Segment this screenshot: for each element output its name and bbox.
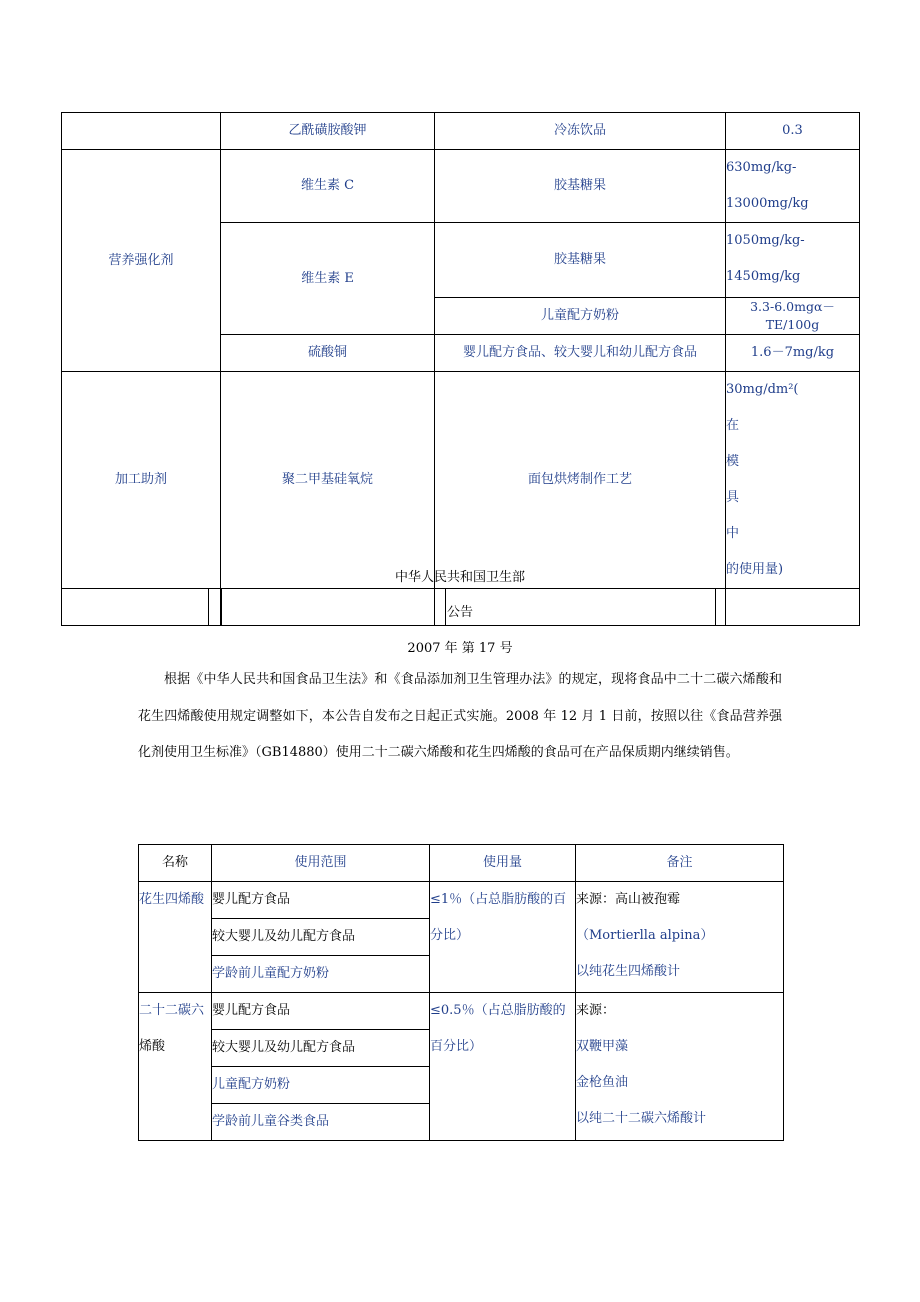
table-cell: 1.6－7mg/kg [726, 335, 860, 372]
header-amount: 使用量 [430, 845, 576, 882]
header-scope: 使用范围 [212, 845, 430, 882]
table-cell: 胶基糖果 [435, 150, 726, 223]
notice-number: 2007 年 第 17 号 [407, 641, 513, 656]
notice-paragraph: 根据《中华人民共和国食品卫生法》和《食品添加剂卫生管理办法》的规定，现将食品中二十二碳六烯酸和花生四烯酸使用规定调整如下，本公告自发布之日起正式实施。2008 年 12 月 1 日前，按照以往《食品营养强化剂使用卫生标准》（GB14880）使用二十二碳六烯酸和花生四烯酸的食品可在产品保质期内继续销售。 [138, 672, 782, 760]
substance-name-ara: 花生四烯酸 [139, 882, 212, 993]
scope-item: 婴儿配方食品 [212, 882, 430, 919]
table-cell-amount [726, 150, 860, 223]
table-cell: 0.3 [726, 113, 860, 150]
table-cell: 乙酰磺胺酸钾 [221, 113, 435, 150]
additives-table [61, 112, 860, 626]
note-ara: 来源：高山被孢霉 （Mortierlla alpina） 以纯花生四烯酸计 [576, 882, 784, 993]
group-label-nutrition: 营养强化剂 [62, 150, 221, 372]
table-cell-amount [726, 223, 860, 298]
table-row [62, 150, 860, 223]
group-label-processing: 加工助剂 [62, 372, 221, 589]
table-row [62, 372, 860, 589]
table-cell: 聚二甲基硅氧烷 [221, 372, 435, 589]
table-row [139, 882, 784, 919]
table-cell: 儿童配方奶粉 [435, 298, 726, 335]
table-header-row [139, 845, 784, 882]
amount-line: 630mg/kg- [726, 160, 797, 175]
table-cell: 维生素 E [221, 223, 435, 335]
table-cell: 婴儿配方食品、较大婴儿和幼儿配方食品 [435, 335, 726, 372]
amount-line: 13000mg/kg [726, 196, 809, 211]
table-cell: 3.3-6.0mgα－TE/100g [726, 298, 860, 335]
amount-line: 的使用量) [726, 562, 784, 577]
table-cell-amount [726, 372, 860, 589]
amount-dha: ≤0.5％（占总脂肪酸的 百分比） [430, 993, 576, 1141]
table-cell: 硫酸铜 [221, 335, 435, 372]
table-cell-empty [62, 113, 221, 150]
substance-name-dha: 二十二碳六 烯酸 [139, 993, 212, 1141]
scope-item: 较大婴儿及幼儿配方食品 [212, 1030, 430, 1067]
scope-item: 学龄前儿童谷类食品 [212, 1104, 430, 1141]
issuing-org: 中华人民共和国卫生部 [394, 570, 525, 585]
table-cell: 面包烘烤制作工艺 [435, 372, 726, 589]
notice-title: 公告 [446, 605, 473, 620]
table-row [139, 993, 784, 1030]
note-dha: 来源： 双鞭甲藻 金枪鱼油 以纯二十二碳六烯酸计 [576, 993, 784, 1141]
scope-item: 较大婴儿及幼儿配方食品 [212, 919, 430, 956]
scope-item: 学龄前儿童配方奶粉 [212, 956, 430, 993]
scope-item: 婴儿配方食品 [212, 993, 430, 1030]
amount-ara: ≤1％（占总脂肪酸的百 分比） [430, 882, 576, 993]
dha-ara-table [138, 844, 784, 1141]
amount-line: 1450mg/kg [726, 269, 801, 284]
amount-line: 1050mg/kg- [726, 233, 805, 248]
header-note: 备注 [576, 845, 784, 882]
header-name: 名称 [139, 845, 212, 882]
table-cell: 胶基糖果 [435, 223, 726, 298]
scope-item: 儿童配方奶粉 [212, 1067, 430, 1104]
amount-line: 30mg/dm²( 在 模 具 中 [726, 382, 799, 541]
table-row [62, 113, 860, 150]
table-cell: 冷冻饮品 [435, 113, 726, 150]
table-cell: 维生素 C [221, 150, 435, 223]
